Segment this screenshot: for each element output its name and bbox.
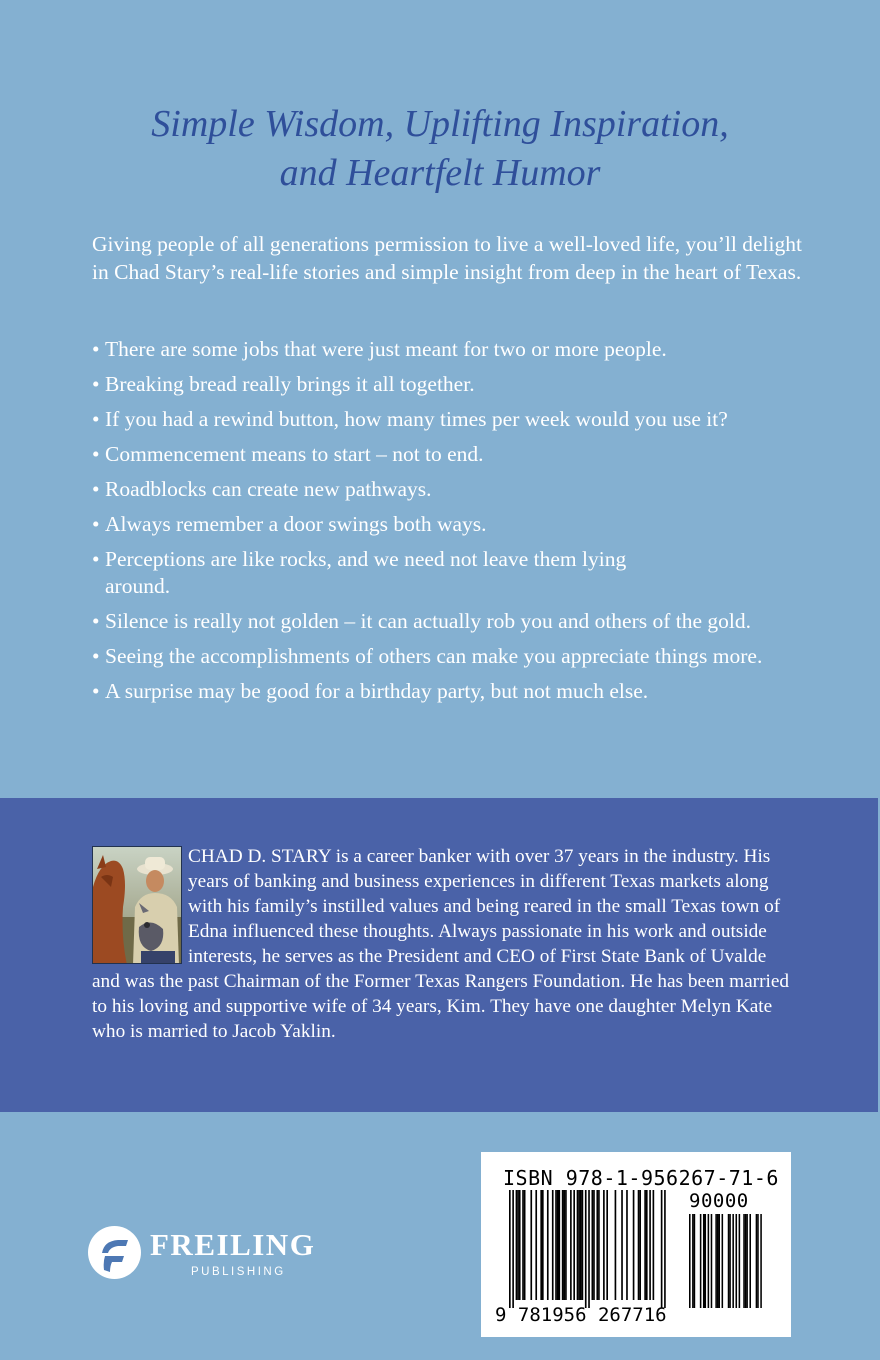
addon-bar (760, 1214, 762, 1308)
barcode-bar (603, 1190, 605, 1300)
barcode-bar (638, 1190, 640, 1300)
barcode-bar (530, 1190, 532, 1300)
barcode-bar (540, 1190, 542, 1300)
bullet-item (92, 511, 802, 538)
barcode-bar (517, 1190, 519, 1300)
addon-bar (732, 1214, 734, 1308)
bullet-item (92, 546, 665, 600)
barcode-bar (585, 1190, 587, 1308)
barcode-bar (542, 1190, 544, 1300)
barcode-bar (653, 1190, 655, 1300)
barcode-bar (661, 1190, 663, 1308)
addon-bar (745, 1214, 747, 1308)
bullet-dot: • (92, 372, 100, 396)
bullet-dot: • (92, 442, 100, 466)
bullet-text: Commencement means to start – not to end. (105, 442, 484, 466)
barcode-bar (562, 1190, 564, 1300)
barcode-bar (639, 1190, 641, 1300)
bullet-item (92, 608, 765, 635)
bullet-dot: • (92, 547, 100, 571)
addon-bar (703, 1214, 705, 1308)
addon-bar (689, 1214, 691, 1308)
bullet-text: Roadblocks can create new pathways. (105, 477, 432, 501)
barcode-bar (588, 1190, 590, 1308)
bullet-dot: • (92, 407, 100, 431)
price-addon-text: 90000 (689, 1190, 749, 1212)
author-photo-image (93, 847, 182, 964)
publisher-name: FREILING (150, 1227, 316, 1262)
barcode-bar (559, 1190, 561, 1300)
tagline-line-2: and Heartfelt Humor (279, 152, 601, 194)
barcode-bar (580, 1190, 582, 1300)
addon-bar (715, 1214, 717, 1308)
barcode-bar (565, 1190, 567, 1300)
addon-bar (717, 1214, 719, 1308)
addon-bar (718, 1214, 720, 1308)
publisher-logo-icon (88, 1226, 141, 1279)
barcode-bar (524, 1190, 526, 1300)
barcode-bar (547, 1190, 549, 1300)
bullet-text: Perceptions are like rocks, and we need not leave them lying around. (105, 547, 627, 598)
bullet-dot: • (92, 512, 100, 536)
bullet-text: Breaking bread really brings it all together. (105, 372, 475, 396)
barcode-bar (621, 1190, 623, 1300)
barcode-bar (512, 1190, 514, 1308)
barcode-bar (633, 1190, 635, 1300)
barcode-bar (592, 1190, 594, 1300)
barcode-bar (606, 1190, 608, 1300)
bullet-dot: • (92, 337, 100, 361)
barcode-bar (577, 1190, 579, 1300)
bullet-item (92, 406, 802, 433)
isbn-barcode (481, 1152, 791, 1337)
barcode-bar (516, 1190, 518, 1300)
barcode-bar (557, 1190, 559, 1300)
bullet-dot: • (92, 609, 100, 633)
ean-digits: 9 781956 267716 (495, 1304, 667, 1326)
barcode-bar (522, 1190, 524, 1300)
intro-paragraph: Giving people of all generations permission to live a well-loved life, you’ll delight in Chad Stary’s real-life stories and simple insight from deep in the heart of Texas. (92, 232, 802, 284)
barcode-bar (535, 1190, 537, 1300)
bullet-text: A surprise may be good for a birthday party, but not much else. (105, 679, 649, 703)
bullet-list (92, 336, 802, 713)
barcode-bar (615, 1190, 617, 1300)
addon-bar (705, 1214, 707, 1308)
barcode-bar (664, 1190, 666, 1308)
barcode-bar (570, 1190, 572, 1300)
addon-bar (708, 1214, 710, 1308)
bullet-item (92, 371, 802, 398)
addon-bar (736, 1214, 738, 1308)
barcode-bar (509, 1190, 511, 1308)
bullet-item (92, 441, 802, 468)
addon-bar (729, 1214, 731, 1308)
tagline (0, 100, 880, 198)
isbn-text: ISBN 978-1-956267-71-6 (503, 1166, 779, 1190)
barcode-bar (563, 1190, 565, 1300)
addon-bar (722, 1214, 724, 1308)
barcode-bar (649, 1190, 651, 1300)
author-bio: CHAD D. STARY is a career banker with over 37 years in the industry. His years of banking and business experiences in different Texas markets along with his family’s instilled values and being reared in the small Texas town of Edna influenced these thoughts. Always passionate in his work and outside interests, he serves as the President and CEO of First State Bank of Uvalde and was the past Chairman of the Former Texas Rangers Foundation. He has been married to his loving and supportive wife of 34 years, Kim. They have one daughter Melyn Kate who is married to Jacob Yaklin. (92, 846, 790, 1042)
barcode-bar (646, 1190, 648, 1300)
tagline-line-1: Simple Wisdom, Uplifting Inspiration, (151, 103, 729, 145)
bullet-dot: • (92, 477, 100, 501)
bullet-text: If you had a rewind button, how many times per week would you use it? (105, 407, 728, 431)
barcode-bar (626, 1190, 628, 1300)
bullet-item (92, 476, 802, 503)
addon-bar (711, 1214, 713, 1308)
addon-bar (746, 1214, 748, 1308)
addon-bar (756, 1214, 758, 1308)
addon-bar (700, 1214, 702, 1308)
barcode-bar (598, 1190, 600, 1300)
publisher-subtitle: PUBLISHING (191, 1266, 286, 1278)
bullet-text: Silence is really not golden – it can actually rob you and others of the gold. (105, 609, 752, 633)
barcode-bar (582, 1190, 584, 1300)
author-photo (92, 846, 182, 964)
author-bio-block (92, 844, 792, 1044)
bullet-text: Seeing the accomplishments of others can make you appreciate things more. (105, 644, 763, 668)
barcode-bar (593, 1190, 595, 1300)
addon-bar (739, 1214, 741, 1308)
bullet-item (92, 643, 785, 670)
bullet-item (92, 678, 802, 705)
bullet-dot: • (92, 644, 100, 668)
barcode-bar (552, 1190, 554, 1300)
barcode-bar (644, 1190, 646, 1300)
bullet-item (92, 336, 802, 363)
addon-bar (749, 1214, 751, 1308)
addon-bar (692, 1214, 694, 1308)
barcode-bar (578, 1190, 580, 1300)
barcode-bar (596, 1190, 598, 1300)
bullet-dot: • (92, 679, 100, 703)
bullet-text: There are some jobs that were just meant for two or more people. (105, 337, 667, 361)
barcode-bar (573, 1190, 575, 1300)
author-section (0, 798, 878, 1112)
addon-bar (694, 1214, 696, 1308)
addon-bar (728, 1214, 730, 1308)
bullet-text: Always remember a door swings both ways. (105, 512, 487, 536)
barcode-bar (519, 1190, 521, 1300)
addon-bar (757, 1214, 759, 1308)
addon-bar (743, 1214, 745, 1308)
barcode-bar (555, 1190, 557, 1300)
publisher-logo (88, 1226, 328, 1286)
